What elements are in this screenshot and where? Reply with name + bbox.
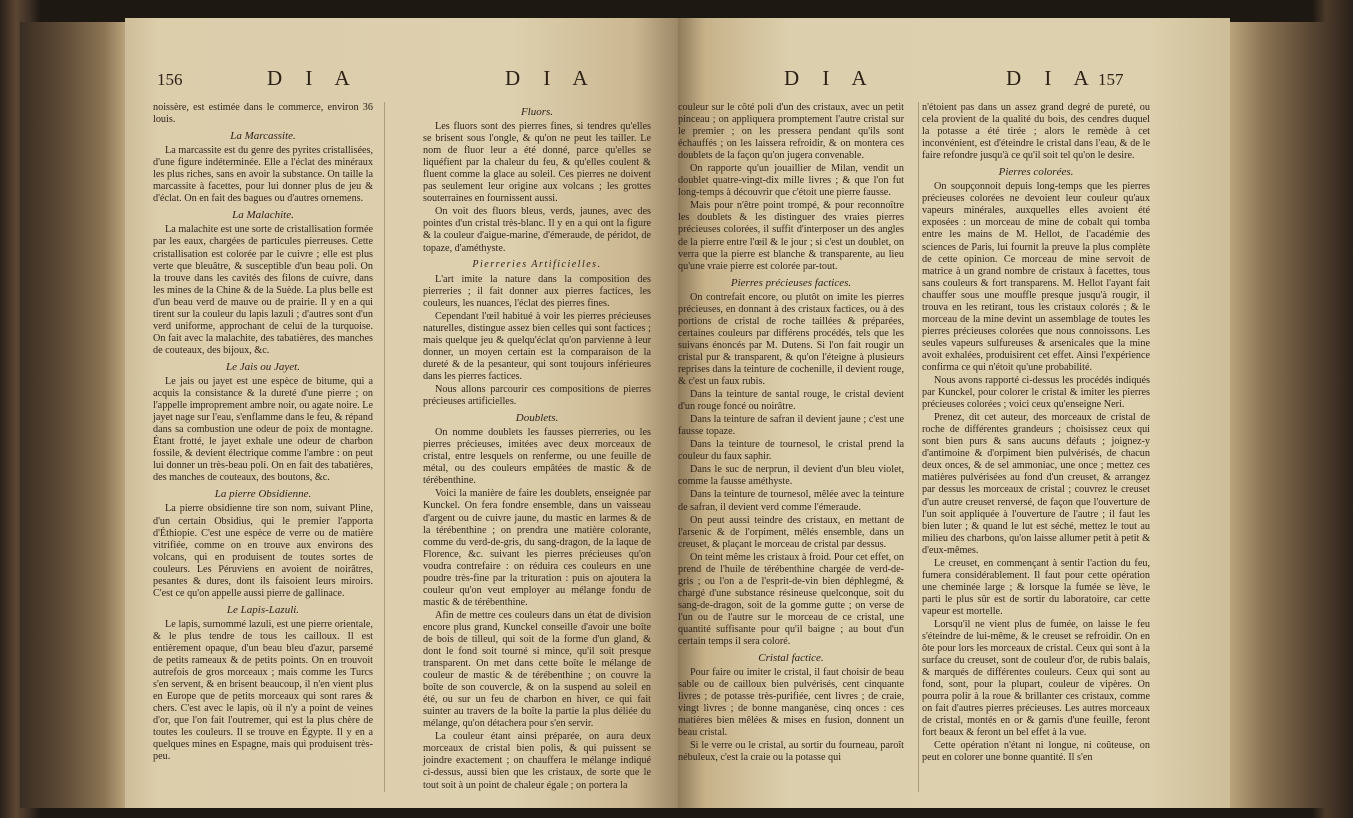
section-heading: Cristal factice.: [758, 652, 824, 665]
running-title: D I A: [784, 66, 876, 90]
paragraph: Cette opération n'étant ni longue, ni coûteuse, on peut en colorer une bonne quantité. Il s'en: [922, 740, 1150, 764]
paragraph: Dans le suc de nerprun, il devient d'un bleu violet, comme la fausse améthyste.: [678, 464, 904, 488]
left-page: [125, 18, 678, 808]
paragraph: La marcassite est du genre des pyrites cristallisées, d'une figure indéterminée. Elle a l'éclat des minéraux les plus riches, sans en avoir la substance. On taille la marcassite à facettes, pour lui donner plus de jeu & d'éclat. On en fait des bagues ou d'autres ornemens.: [153, 145, 373, 205]
right-page-header: [678, 66, 1230, 96]
running-title: D I A: [505, 66, 597, 90]
paragraph: On voit des fluors bleus, verds, jaunes, avec des pointes d'un cristal très-blanc. Il y en a qui ont la figure & la couleur d'aigue-marine, d'émeraude, de péridot, de topaze, d'améthyste.: [423, 206, 651, 254]
page-number: 156: [157, 70, 183, 89]
text-column-left-2: [423, 102, 651, 793]
section-heading: Pierres précieuses factices.: [730, 276, 852, 289]
text-column-left-1: [153, 102, 373, 764]
paragraph: On soupçonnoit depuis long-temps que les pierres précieuses colorées ne devoient leur couleur qu'aux vapeurs minérales, auxquelles elles avoient été exposées : un morceau de mine de cobalt qui tomba entre les mains de M. Hellot, de l'académie des sciences de Paris, lui fournit la preuve la plus complète de cette opinion. Ce morceau de mine servoit de matrice à un grand nombre de cristaux à facettes, tous sans couleurs & fort transparens. M. Hellot l'ayant fait chauffer sous une mouffle presque jusqu'à rougir, il trouva en les retirant, tous les cristaux colorés ; & le morceau de la mine devint un assemblage de toutes les pierres précieuses colorées que nous connoissons. Les seules vapeurs sulfureuses & arsenicales que la mine avoit exhalées, produisirent cet effet. Ainsi l'expérience confirma ce qui n'étoit qu'une probabilité.: [922, 181, 1150, 373]
paragraph: On rapporte qu'un jouaillier de Milan, vendit un doublet quatre-vingt-dix mille livres ; & que l'on fut long-temps à découvrir que c'étoit une pierre fausse.: [678, 163, 904, 199]
section-heading: La pierre Obsidienne.: [214, 488, 312, 501]
section-heading: Pierres colorées.: [998, 166, 1074, 179]
column-divider: [384, 102, 385, 792]
left-page-header: [125, 66, 678, 96]
paragraph: La malachite est une sorte de cristallisation formée par les eaux, chargées de particules pierreuses. Cette cristallisation est colorée par le cuivre ; elle est plus verte que bleuâtre, & susceptible d'un beau poli. On la trouve dans les cavités des filons de cuivre, dans les mines de la Chine & de la Suède. La plus belle est d'un beau verd de mauve ou de prairie. Il y en a qui tirent sur la couleur du lapis lazuli ; d'autres sont d'un verd uniforme, approchant de celui de la turquoise. On fait avec la malachite, des tabatières, des manches de couteaux, des bijoux, &c.: [153, 224, 373, 356]
paragraph: Voici la manière de faire les doublets, enseignée par Kunckel. On fera fondre ensemble, dans un vaisseau d'argent ou de cuivre jaune, du mastic en larmes & de la térébenthine ; on prendra une matière colorante, comme du verd-de-gris, du sang-dragon, de la laque de Florence, &c. suivant les pierres précieuses qu'on voudra contrefaire : on réduira ces couleurs en une poudre très-fine par la trituration : puis on ajoutera la couleur qu'on veut employer au mélange fondu de mastic & de térébenthine.: [423, 488, 651, 608]
paragraph: Afin de mettre ces couleurs dans un état de division encore plus grand, Kunckel conseille d'avoir une boîte de bois de tilleul, qui soit de la forme d'un gland, & dont le fond soit tourné si mince, qu'il soit presque transparent. On met dans cette boîte le mélange de couleur de mastic & de térébenthine ; on couvre la boîte de son couvercle, & on la suspend au soleil en été, ou sur un feu de charbon en hiver, ce qui fait suinter au travers de la boîte la partie la plus déliée du mélange, qu'on détachera pour s'en servir.: [423, 609, 651, 730]
paragraph: Dans la teinture de tournesol, le cristal prend la couleur du faux saphir.: [678, 439, 904, 463]
paragraph: Dans la teinture de santal rouge, le cristal devient d'un rouge foncé ou noirâtre.: [678, 389, 904, 413]
paragraph: Pour faire ou imiter le cristal, il faut choisir de beau sable ou de cailloux bien pulvérisés, cent cinquante livres ; de potasse très-purifiée, cent livres ; de craie, vingt livres ; de bonne manganèse, cinq onces : ces matières bien mêlées & mises en fusion, donnent un beau cristal.: [678, 667, 904, 739]
paragraph: La couleur étant ainsi préparée, on aura deux morceaux de cristal bien polis, & qui puissent se joindre exactement ; on chauffera le mélange indiqué ci-dessus, aussi bien que les cristaux, de sorte que le tout soit à un point de chaleur égale ; on portera la: [423, 731, 651, 791]
paragraph: La pierre obsidienne tire son nom, suivant Pline, d'un certain Obsidius, qui le premier l'apporta d'Éthiopie. C'est une espèce de verre ou de matière vitrifiée, comme on en trouve aux environs des volcans, qui en produisent de toutes sortes de couleurs. Les Péruviens en avoient de noirâtres, pesantes & dures, dont ils faisoient leurs miroirs. C'est ce qu'on appelle aussi pierre de gallinace.: [153, 503, 373, 599]
paragraph: Cependant l'œil habitué à voir les pierres précieuses naturelles, distingue assez bien celles qui sont factices ; mais quelque jeu & quelqu'éclat qu'on parvienne à leur donner, un moyen certain est la comparaison de la dureté & de la pesanteur, qui sont toujours inférieures dans les pierres factices.: [423, 310, 651, 382]
section-heading: La Malachite.: [232, 209, 294, 222]
paragraph: couleur sur le côté poli d'un des cristaux, avec un petit pinceau ; on appliquera promptement l'autre cristal sur le premier ; on les pressera pendant qu'ils sont échauffés ; on les laissera refroidir, & on montera ces doublets de la façon qu'on jugera convenable.: [678, 102, 904, 162]
section-heading: Le Jais ou Jayet.: [226, 360, 300, 373]
section-heading: Fluors.: [520, 106, 554, 118]
section-heading: La Marcassite.: [230, 130, 296, 143]
right-page-edges: [1230, 22, 1340, 808]
paragraph: n'étoient pas dans un assez grand degré de pureté, ou cela provient de la qualité du bois, des cendres duquel la potasse a été tirée ; alors le remède à cet inconvénient, est d'éteindre le cristal dans l'eau, & de le faire refondre jusqu'à ce qu'il soit tel qu'on le desire.: [922, 102, 1150, 162]
right-page: [678, 18, 1230, 808]
left-page-edges: [20, 22, 125, 808]
paragraph: Dans la teinture de safran il devient jaune ; c'est une fausse topaze.: [678, 414, 904, 438]
paragraph: On contrefait encore, ou plutôt on imite les pierres précieuses, en donnant à des cristaux factices, ou à des portions de cristal de roche taillées & préparées, certaines couleurs par différens procédés, tels que les suivans énoncés par M. Dutens. Si l'on fait rougir un cristal pur & transparent, & qu'on l'éteigne à plusieurs reprises dans la teinture de cochenille, il devient rouge, & c'est un faux rubis.: [678, 291, 904, 388]
paragraph: On peut aussi teindre des cristaux, en mettant de l'arsenic & de l'orpiment, mêlés ensemble, dans un creuset, & plaçant le morceau de cristal par dessus.: [678, 514, 904, 550]
paragraph: Le creuset, en commençant à sentir l'action du feu, fumera considérablement. Il faut pour cette opération une cheminée large ; & lorsque la fumée se lève, le parti le plus sûr est de sortir du laboratoire, car cette vapeur est mortelle.: [922, 557, 1150, 617]
paragraph: Si le verre ou le cristal, au sortir du fourneau, paroît nébuleux, c'est la craie ou la potasse qui: [678, 740, 904, 764]
paragraph: Prenez, dit cet auteur, des morceaux de cristal de roche de différentes grandeurs ; choisissez ceux qui sont bien purs & sans aucuns défauts ; joignez-y d'antimoine & d'orpiment bien pulvérisés, de chacun deux onces, & de sel ammoniac, une once ; mettez ces matières pulvérisées au fond d'un creuset, & arrangez par dessus les morceaux de cristal ; couvrez le creuset d'un autre creuset renversé, de façon que l'ouverture de l'un soit appliquée à l'ouverture de l'autre ; il faut les bien luter ; & quand le lut est séché, mettez le tout au milieu des charbons, qu'on laisse allumer petit à petit & d'eux-mêmes.: [922, 412, 1150, 556]
column-divider: [918, 102, 919, 792]
paragraph: On teint même les cristaux à froid. Pour cet effet, on prend de l'huile de térébenthine chargée de verd-de-gris ; ou l'on a de l'esprit-de-vin bien déphlegmé, & chargé d'une substance résineuse quelconque, soit du sang-de-dragon, soit de la gomme gutte ; on verse de l'un ou de l'autre sur le morceau de ce cristal, une quantité suffisante pour qu'il baigne ; au bout d'un certain temps il sera coloré.: [678, 551, 904, 648]
paragraph: Dans la teinture de tournesol, mêlée avec la teinture de safran, il devient verd comme l'émeraude.: [678, 489, 904, 513]
section-heading: Pierreries Artificielles.: [472, 258, 602, 270]
paragraph: Le lapis, surnommé lazuli, est une pierre orientale, & le plus tendre de tous les cailloux. Il est entièrement opaque, d'un beau bleu d'azur, parsemé de petits rameaux & de petits points. On en trouvoit autrefois de gros morceaux ; mais comme les Turcs s'en servent, & en brisent beaucoup, il n'en vient plus en Europe que de petits morceaux qui sont rares & chers. C'est avec le lapis, où il n'y a point de veines d'or, que l'on fait l'outremer, qui est la plus chère de toutes les couleurs. Il se trouve en Égypte. Il y en a quelques mines en Espagne, mais qui produisent très-peu.: [153, 618, 373, 763]
paragraph: Mais pour n'être point trompé, & pour reconnoître les doublets & les distinguer des vraies pierres précieuses colorées, il suffit d'interposer un des angles de la pierre entre l'œil & le jour ; si c'est un doublet, on verra que la pierre est blanche & transparente, au lieu qu'une vraie pierre est colorée par-tout.: [678, 200, 904, 272]
paragraph: Nous allons parcourir ces compositions de pierres précieuses artificielles.: [423, 384, 651, 408]
text-column-right-2: [922, 102, 1150, 766]
paragraph: On nomme doublets les fausses pierreries, ou les pierres précieuses, imitées avec deux morceaux de cristal, entre lesquels on renferme, ou une feuille de métal, ou des couleurs empâtées de mastic & de térébenthine.: [423, 427, 651, 487]
text-column-right-1: [678, 102, 904, 765]
page-number: 157: [1098, 70, 1124, 89]
running-title: D I A: [1006, 66, 1098, 90]
section-heading: Doublets.: [515, 412, 559, 425]
paragraph: Le jais ou jayet est une espèce de bitume, qui a acquis la consistance & la dureté d'une pierre ; on l'appelle improprement ambre noir, ou agate noire. Le jayet nage sur l'eau, s'enflamme dans le feu, & répand dans sa combustion une odeur de poix de montagne. Étant frotté, le jayet exhale une odeur de charbon fossile, & devient électrique comme l'ambre : on peut lui donner un très-beau poli. On en fait des tabatières, des manches de couteaux, des boutons, &c.: [153, 375, 373, 484]
paragraph: Nous avons rapporté ci-dessus les procédés indiqués par Kunckel, pour colorer le cristal & imiter les pierres précieuses colorées ; voici ceux qu'enseigne Neri.: [922, 375, 1150, 411]
running-title: D I A: [267, 66, 359, 90]
paragraph: L'art imite la nature dans la composition des pierreries ; il fait donner aux pierres factices, les couleurs, les nuances, l'éclat des pierres fines.: [423, 273, 651, 309]
paragraph: Les fluors sont des pierres fines, si tendres qu'elles se brisent sous l'ongle, & qu'on ne peut les tailler. Le nom de fluor leur a été donné, parce qu'elles se liquéfient par la chaleur du feu, & qu'elles coulent & fluent comme la glace au soleil. Ces pierres ne doivent pas seulement leur origine aux volcans ; les grottes souterraines en fournissent aussi.: [423, 121, 651, 205]
paragraph: noissère, est estimée dans le commerce, environ 36 louis.: [153, 102, 373, 126]
paragraph: Lorsqu'il ne vient plus de fumée, on laisse le feu s'éteindre de lui-même, & le creuset se refroidir. On en ôte pour lors les morceaux de cristal. Ceux qui sont à la surface du creuset, sont de couleur d'or, de rubis balais, & marqués de différentes couleurs. Ceux qui sont au fond, sont, pour la plupart, couleur de vipères. On pourra polir à la roue & brillanter ces cristaux, comme on fait d'autres pierres précieuses. Les autres morceaux de cristal, montés en or & garnis d'une feuille, feront fort beaux & feront un bel effet à la vue.: [922, 618, 1150, 739]
section-heading: Le Lapis-Lazuli.: [226, 603, 300, 616]
